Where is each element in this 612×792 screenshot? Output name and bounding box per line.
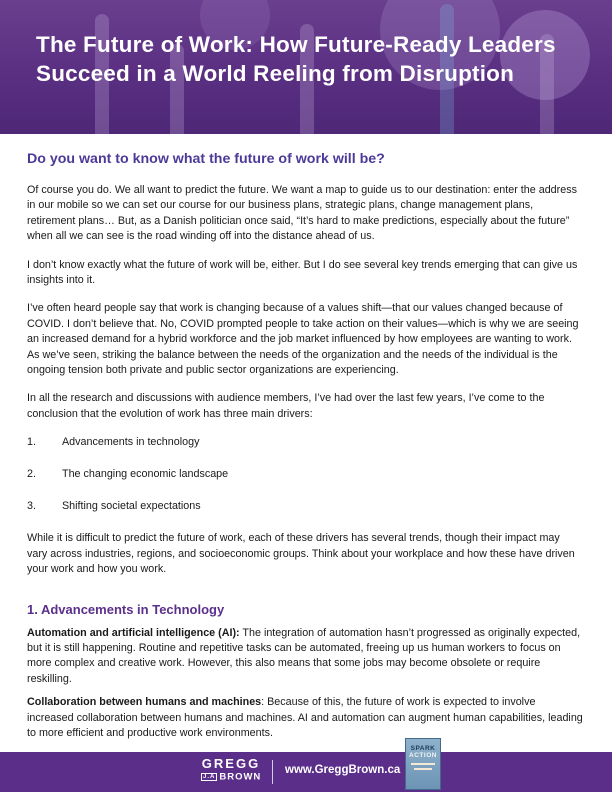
list-item	[27, 499, 583, 514]
page-title: The Future of Work: How Future-Ready Leaders Succeed in a World Reeling from Disruption	[36, 32, 556, 86]
drivers-list	[27, 435, 583, 514]
footer-divider	[272, 760, 273, 784]
gregg-brown-logo	[201, 757, 261, 787]
logo-line2-text: BROWN	[219, 771, 262, 783]
section-item-term: Collaboration between humans and machines	[27, 696, 262, 709]
section-item-term: Automation and artificial intelligence (AI):	[27, 626, 240, 639]
article-body	[27, 150, 583, 749]
book-title-2: ACTION	[409, 752, 437, 759]
list-text: Shifting societal expectations	[62, 500, 201, 513]
logo-mid: J.A	[203, 774, 216, 780]
list-number: 2.	[27, 468, 36, 481]
paragraph: Of course you do. We all want to predict the future. We want a map to guide us to our destination: enter the address in our mobile so we can set our course for our business plans, strategic plans, change management plans, retirement plans… But, as a Danish politician once said, “It’s hard to make predictions, especially about the future” when all we can see is the road winding off into the distance ahead of us.	[27, 184, 577, 243]
paragraph: I’ve often heard people say that work is changing because of a values shift—that our values changed because of COVID. I don’t believe that. No, COVID prompted people to take action on their values—which is why we are seeing an increased demand for a hybrid workforce and the job market influenced by how employees are wanting to work. As we’ve seen, striking the balance between the needs of the organization and the needs of the individual is the ongoing tension both private and public sector organizations are experiencing.	[27, 302, 579, 377]
header-banner	[0, 0, 612, 134]
list-number: 1.	[27, 436, 36, 449]
website-link[interactable]: www.GreggBrown.ca	[285, 764, 401, 776]
book-cover-image	[405, 738, 441, 790]
list-item	[27, 467, 583, 482]
book-decor	[414, 768, 432, 770]
paragraph: In all the research and discussions with audience members, I’ve had over the last few years, I’ve come to the conclusion that the evolution of work has three main drivers:	[27, 392, 545, 420]
intro-heading: Do you want to know what the future of work will be?	[27, 151, 385, 167]
paragraph: I don’t know exactly what the future of work will be, either. But I do see several key trends emerging that can give us insights into it.	[27, 258, 578, 287]
list-text: The changing economic landscape	[62, 468, 229, 481]
list-number: 3.	[27, 500, 36, 513]
section-item	[27, 695, 583, 741]
book-title-1: SPARK	[410, 745, 436, 752]
list-item	[27, 435, 583, 450]
book-decor	[411, 763, 435, 765]
list-text: Advancements in technology	[62, 436, 200, 449]
section-item	[27, 626, 583, 688]
logo-line2	[201, 771, 261, 784]
section-heading: 1. Advancements in Technology	[27, 601, 225, 617]
closing-paragraph: While it is difficult to predict the future of work, each of these drivers has several trends, though their impact may vary across industries, regions, and socioeconomic groups. Think about your workplace and how these have driven your work and how you work.	[27, 532, 575, 576]
logo-line1: GREGG	[201, 756, 261, 771]
section-item-text: : Because of this, the future of work is expected to involve increased collaboration between humans and machines. AI and automation can augment human capabilities, leading to more efficient and productive work environments.	[27, 696, 583, 739]
section-item-text: The integration of automation hasn’t progressed as originally expected, but it is still happening. Routine and repetitive tasks can be automated, freeing up us human workers to focus on more complex and creative work. However, this also means that some jobs may become obsolete or require reskilling.	[27, 626, 581, 685]
